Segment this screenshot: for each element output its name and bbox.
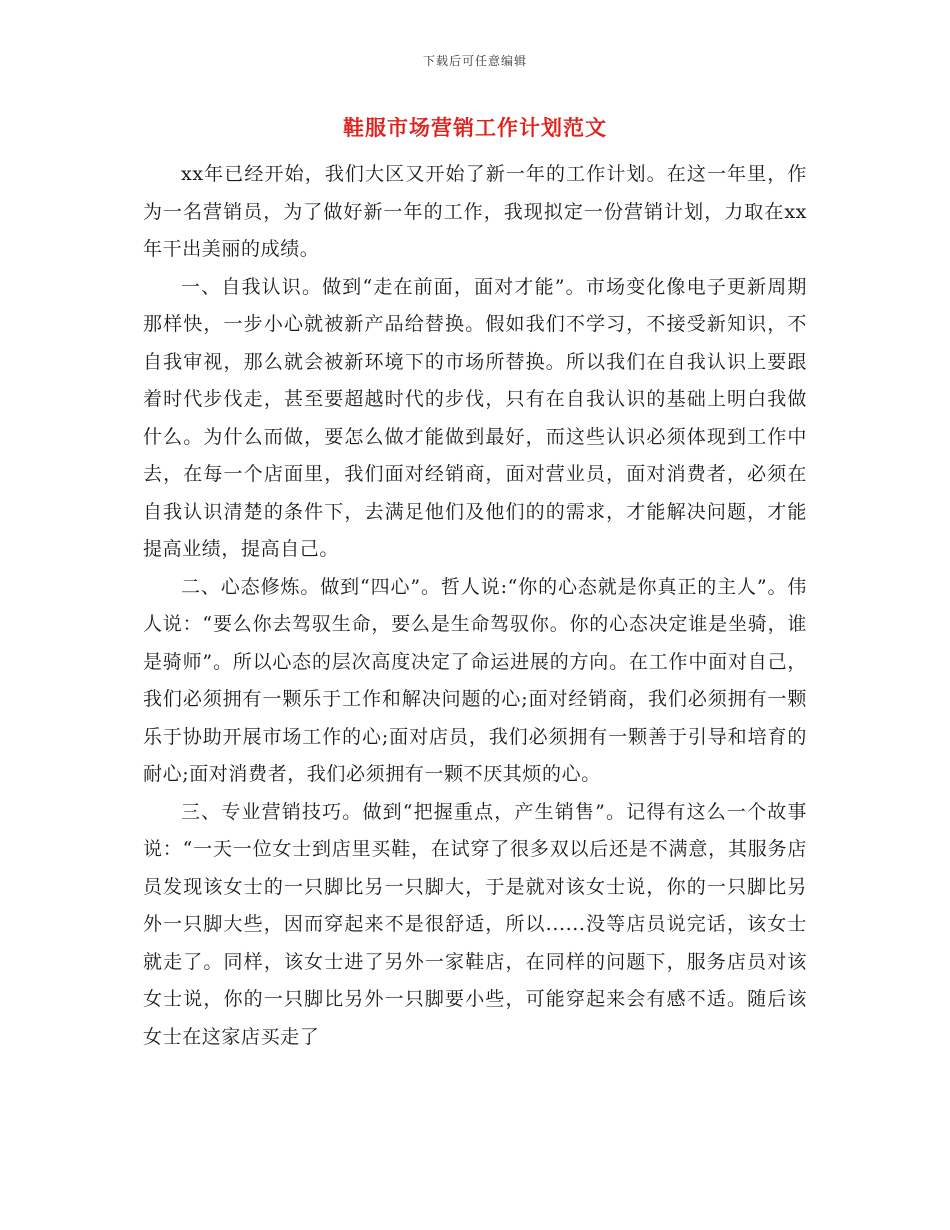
paragraph-intro: xx年已经开始，我们大区又开始了新一年的工作计划。在这一年里，作为一名营销员，为了做好新一年的工作，我现拟定一份营销计划，力取在xx年干出美丽的成绩。: [143, 163, 807, 260]
paragraph-self-awareness: 一、自我认识。做到“走在前面，面对才能”。市场变化像电子更新周期那样快，一步小心就被新产品给替换。假如我们不学习，不接受新知识，不自我审视，那么就会被新环境下的市场所替换。所以我们在自我认识上要跟着时代步伐走，甚至要超越时代的步伐，只有在自我认识的基础上明白我做什么。为什么而做，要怎么做才能做到最好，而这些认识必须体现到工作中去，在每一个店面里，我们面对经销商，面对营业员，面对消费者，必须在自我认识清楚的条件下，去满足他们及他们的的需求，才能解决问题，才能提高业绩，提高自己。: [143, 275, 807, 560]
document-title: 鞋服市场营销工作计划范文: [343, 115, 607, 140]
paragraph-sales-skills: 三、专业营销技巧。做到“把握重点，产生销售”。记得有这么一个故事说：“一天一位女士到店里买鞋，在试穿了很多双以后还是不满意，其服务店员发现该女士的一只脚比另一只脚大，于是就对该女士说，你的一只脚比另外一只脚大些，因而穿起来不是很舒适，所以......没等店员说完话，该女士就走了。同样，该女士进了另外一家鞋店，在同样的问题下，服务店员对该女士说，你的一只脚比另外一只脚要小些，可能穿起来会有感不适。随后该女士在这家店买走了: [143, 800, 807, 1048]
document-body: [143, 156, 807, 1056]
page-header-note: 下载后可任意编辑: [422, 54, 527, 68]
paragraph-mindset: 二、心态修炼。做到“四心”。哲人说:“你的心态就是你真正的主人”。伟人说：“要么你去驾驭生命，要么是生命驾驭你。你的心态决定谁是坐骑，谁是骑师”。所以心态的层次高度决定了命运进展的方向。在工作中面对自己，我们必须拥有一颗乐于工作和解决问题的心;面对经销商，我们必须拥有一颗乐于协助开展市场工作的心;面对店员，我们必须拥有一颗善于引导和培育的耐心;面对消费者，我们必须拥有一颗不厌其烦的心。: [143, 575, 807, 785]
